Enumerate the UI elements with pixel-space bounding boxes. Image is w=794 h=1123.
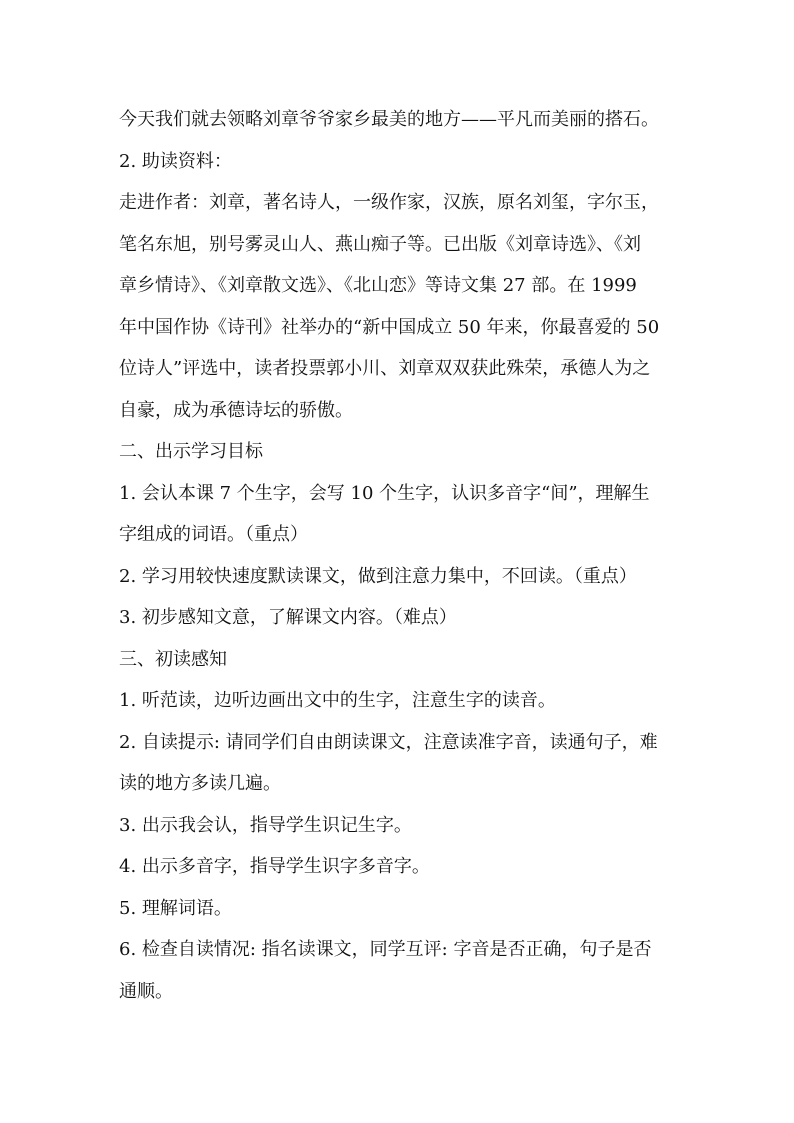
author-bio-line-2: 笔名东旭，别号雾灵山人、燕山痴子等。已出版《刘章诗选》、《刘 <box>119 233 641 255</box>
reading-step-2-line-2: 读的地方多读几遍。 <box>119 773 281 794</box>
goal-3: 3. 初步感知文意，了解课文内容。（难点） <box>119 607 457 628</box>
document-body <box>119 99 679 1012</box>
reading-step-5: 5. 理解词语。 <box>119 897 232 919</box>
author-bio-line-5: 位诗人”评选中，读者投票郭小川、刘章双双获此殊荣，承德人为之 <box>119 358 651 379</box>
reading-step-4: 4. 出示多音字，指导学生识字多音字。 <box>119 856 430 877</box>
author-bio-line-6: 自豪，成为承德诗坛的骄傲。 <box>119 399 353 421</box>
reading-step-6-line-2: 通顺。 <box>119 980 173 1002</box>
reading-step-2-line-1: 2. 自读提示: 请同学们自由朗读课文，注意读准字音，读通句子，难 <box>119 731 658 753</box>
paragraph-intro-line: 今天我们就去领略刘章爷爷家乡最美的地方——平凡而美丽的搭石。 <box>119 109 659 130</box>
author-bio-line-4: 年中国作协《诗刊》社举办的“新中国成立 50 年来，你最喜爱的 50 <box>119 316 660 338</box>
author-bio-line-1: 走进作者：刘章，著名诗人，一级作家，汉族，原名刘玺，字尔玉， <box>119 192 659 213</box>
goal-1-line-1: 1. 会认本课 7 个生字，会写 10 个生字，认识多音字“间”，理解生 <box>119 482 650 504</box>
reading-step-6-line-1: 6. 检查自读情况: 指名读课文，同学互评: 字音是否正确，句子是否 <box>119 939 652 960</box>
reference-material-heading: 2. 助读资料： <box>119 150 232 172</box>
reading-step-3: 3. 出示我会认，指导学生识记生字。 <box>119 814 412 836</box>
reading-step-1: 1. 听范读，边听边画出文中的生字，注意生字的读音。 <box>119 690 556 711</box>
author-bio-line-3: 章乡情诗》、《刘章散文选》、《北山恋》等诗文集 27 部。在 1999 <box>119 275 637 296</box>
section-heading-goals: 二、出示学习目标 <box>119 441 263 462</box>
goal-1-line-2: 字组成的词语。（重点） <box>119 524 308 545</box>
goal-2: 2. 学习用较快速度默读课文，做到注意力集中，不回读。（重点） <box>119 565 637 587</box>
section-heading-first-reading: 三、初读感知 <box>119 648 227 670</box>
